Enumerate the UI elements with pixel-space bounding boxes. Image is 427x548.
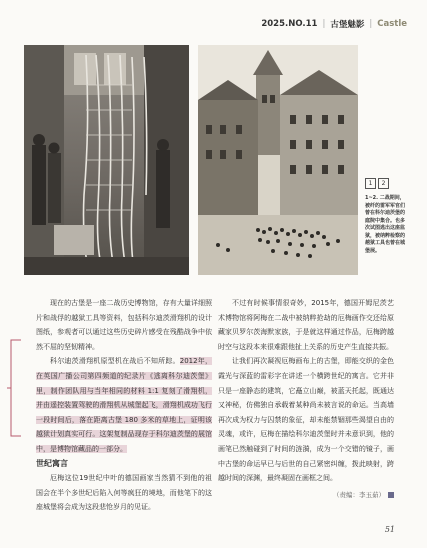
section-subheading: 世纪寓言 [36, 458, 68, 468]
end-mark-icon [388, 492, 394, 498]
page-header [261, 18, 407, 30]
photo-caption [365, 178, 409, 255]
paragraph: 让我们再次凝视厄梅画布上的古堡，即能交织的金色霞光与深蓝的雷彩字在讲述一个横跨世纪的寓言。它并非只是一座静态的建筑，它矗立山巅，被蓝天托起，既通达又神秘，仿佛独自承载着某种尚未被言说的命运。当高墙再次成为权力与囚禁的象征，却未能禁锢那些渴望自由的灵魂，或许，厄梅在描绘科尔迪茨堡时并未意识到，他的画笔已然触碰到了时间的涟漪，成为一个交错的镜子，画中古堡的命运早已与后世的自己紧密纠缠，拨此映射，跨越时间的深渊，最终凝固在画框之间。 [218, 357, 394, 483]
caption-numbers [365, 178, 409, 189]
header-separator: | [369, 19, 373, 29]
highlight-bracket [7, 338, 21, 438]
caption-num-2: 2 [378, 178, 389, 189]
photo-prison-ropes [24, 45, 189, 275]
header-separator: | [322, 19, 326, 29]
page-number: 51 [384, 525, 395, 534]
photo-castle-courtyard [198, 45, 358, 275]
caption-num-1: 1 [365, 178, 376, 189]
text-column-left [36, 296, 212, 515]
paragraph-text: 科尔迪茨滑翔机原型机在战后不知所踪。 [50, 357, 180, 366]
text-column-right [218, 296, 394, 502]
caption-text: 1~2. 二战期间，被纤的雷军军官们曾在科尔迪茨堡的庭院中集合。也多次试图逃出这座监狱，被纳粹检察的越狱工具也曾在城堡展。 [365, 195, 406, 254]
paragraph: 现在的古堡是一座二战历史博物馆，存有大量详细照片和战俘的越狱工具等资料，包括科尔迪茨滑翔机的设计图纸，参观者可以通过这些历史碎片感受在残酷战争中依然不屈的坚韧精神。 [36, 299, 212, 351]
editor-credit [218, 488, 394, 503]
section-cn: 古堡魅影 [330, 20, 365, 30]
paragraph [36, 354, 212, 456]
credit-text: （责编：李玉茹） [333, 490, 385, 499]
section-en: Castle [377, 19, 407, 29]
paragraph: 不过有时候事情很奇妙，2015年，德国开姆尼茨艺术博物馆将阿梅在二战中被纳粹抢劫的厄梅画作交还给原藏家贝罗尔茨海默家族，于是就这样通过作品，厄梅跨越时空与这段本来很难跟他扯上关系的历史产生直接共振。 [218, 299, 394, 351]
highlighted-text: 2012年，在英国广播公司第四频道的纪录片《逃离科尔迪茨堡》里，制作团队用与当年相同的材料 1:1 复刻了滑翔机，并由遥控装置驾驶的滑翔机从城堡起飞，滑翔机成功飞行一段时间后，落在距离古堡 180 多米的草地上，证明该越狱计划真实可行。这架复制品现存于科尔迪茨堡的展馆中，是博物馆藏品的一部分。 [36, 357, 212, 453]
paragraph: 厄梅这位19世纪中叶的德国画家当然猜不到他的祖国会在半个多世纪后陷入何等疯狂的境地，而他笔下的这座城堡将会成为这段悲怆岁月的见证。 [36, 474, 212, 512]
issue-label: 2025.NO.11 [261, 19, 318, 29]
